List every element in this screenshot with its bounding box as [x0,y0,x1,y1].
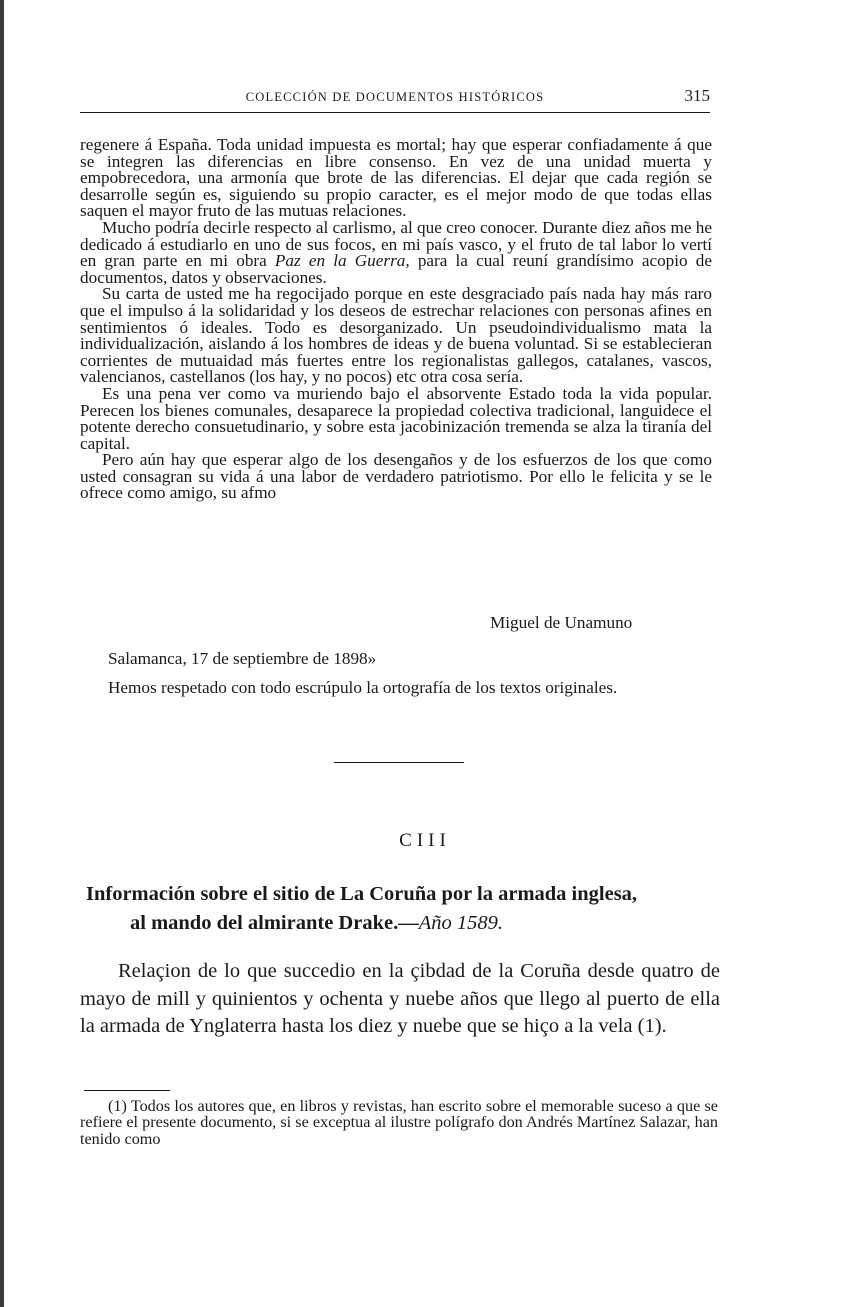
running-header [80,86,710,113]
running-title: COLECCIÓN DE DOCUMENTOS HISTÓRICOS [245,90,545,104]
document-heading-line2 [86,909,726,938]
book-title-paz-en-la-guerra: Paz en la Guerra, [274,251,410,271]
document-heading [86,880,726,938]
letter-dateline: Salamanca, 17 de septiembre de 1898» [108,649,377,668]
document-heading-year: Año 1589. [418,912,503,934]
letter-paragraph-3: Su carta de usted me ha regocijado porque en este desgraciado país nada hay más raro que el impulso á la solidaridad y los deseos de estrechar relaciones con personas afines en sentimientos ó ideales. Todo es desorganizado. Un pseudoindividualismo mata la individualización, aislando á los hombres de ideas y de buena voluntad. Si se establecieran corrientes de mutuaidad más fuertes entre los regionalistas gallegos, catalanes, vascos, valencianos, castellanos (los hay, y no pocos) etc otra cosa sería. [80,284,712,387]
letter-paragraph-carlismo [80,217,713,287]
carlismo-text-after: para la cual reuní grandísimo acopio de documentos, datos y observaciones. [80,251,713,287]
footnote-rule [84,1090,170,1091]
section-separator-rule [334,762,464,763]
relacion-text: Relaçion de lo que succedio en la çibdad de la Coruña desde quatro de mayo de mill y quinientos y ochenta y nuebe años que llego al puerto de ella la armada de Ynglaterra hasta los diez y nuebe que se hiço a la vela [80,960,720,1037]
page-binding-edge [0,0,4,1307]
footnote-reference: (1). [637,1015,667,1037]
letter-paragraph-1: regenere á España. Toda unidad impuesta es mortal; hay que esperar confiadamente á que se integren las diferencias en libre consenso. En vez de una unidad muerta y empobrecedora, una armonía que brote de las diferencias. El dejar que cada región se desarrolle según es, siguiendo su propio caracter, es el mejor modo de que todas ellas saquen el mayor fruto de las mutuas relaciones. [80,135,712,221]
letter-paragraph-4: Es una pena ver como va muriendo bajo el absorvente Estado toda la vida popular. Perecen los bienes comunales, desaparece la propiedad colectiva tradicional, languidece el potente derecho consuetudinario, y sobre esta jacobinización tremenda se alza la tiranía del capital. [80,383,712,453]
letter-body [80,137,712,502]
footnote-1: (1) Todos los autores que, en libros y revistas, han escrito sobre el memorable suceso a que se refiere el presente documento, si se exceptua al ilustre polígrafo don Andrés Martínez Salazar, han tenido como [80,1097,718,1148]
document-heading-line1: Información sobre el sitio de La Coruña por la armada inglesa, [86,883,638,905]
relacion-title [80,958,720,1041]
letter-signature: Miguel de Unamuno [490,613,633,632]
editor-note: Hemos respetado con todo escrúpulo la ortografía de los textos originales. [108,678,618,697]
document-heading-line2-text: al mando del almirante Drake.— [130,912,419,934]
page-number: 315 [684,86,710,105]
carlismo-text-before: Mucho podría decirle respecto al carlismo, al que creo conocer. Durante diez años me he dedicado á estudiarlo en uno de sus focos, en mi país vasco, y el fruto de tal labor lo vertí en gran parte en mi obra [80,217,712,271]
section-numeral: CIII [399,830,451,851]
letter-paragraph-5: Pero aún hay que esperar algo de los desengaños y de los esfuerzos de los que como usted consagran su vida á una labor de verdadero patriotismo. Por ello le felicita y se le ofrece como amigo, su afmo [80,450,712,503]
